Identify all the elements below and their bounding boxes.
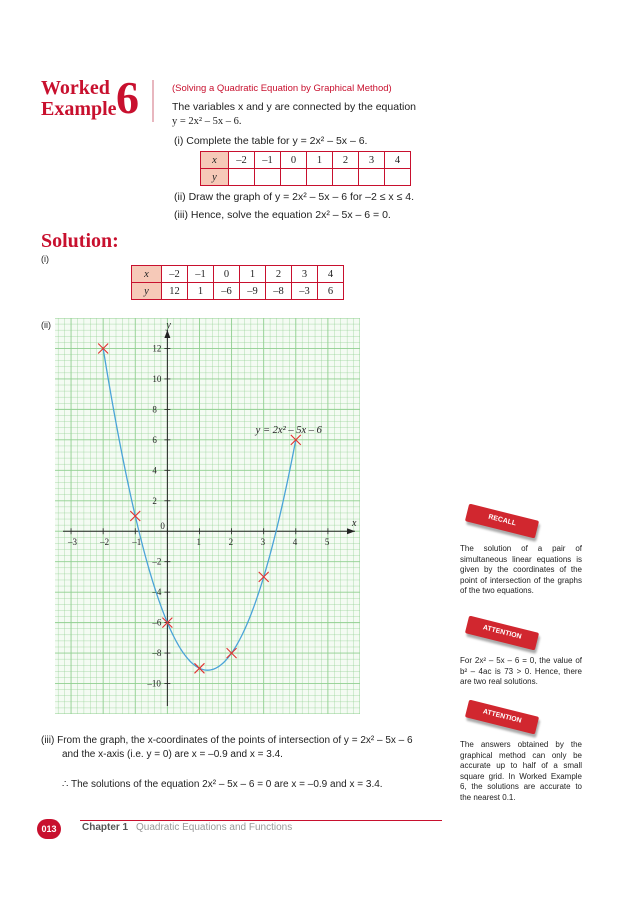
- solution-conclusion: ∴ The solutions of the equation 2x² – 5x – 6 = 0 are x = –0.9 and x = 3.4.: [62, 779, 383, 790]
- y-tick-label: 2: [152, 495, 157, 506]
- question-table-cell: –2: [229, 152, 255, 169]
- question-table-empty-cell: [385, 169, 411, 186]
- quadratic-graph: [55, 318, 360, 714]
- page-number-badge: 013: [37, 819, 61, 839]
- intro-line-2: y = 2x² – 5x – 6.: [172, 116, 242, 127]
- x-tick-label: –1: [132, 537, 142, 548]
- question-table-empty-cell: [281, 169, 307, 186]
- solution-table-cell: 0: [214, 266, 240, 283]
- attention-note-1: For 2x² – 5x – 6 = 0, the value of b² – 4ac is 73 > 0. Hence, there are two real solutions.: [460, 656, 582, 686]
- worked-example-title: [41, 78, 117, 120]
- y-tick-label: –6: [152, 617, 162, 628]
- x-tick-label: 4: [292, 537, 298, 548]
- grid-background: [55, 318, 360, 714]
- equation-label: y = 2x² – 5x – 6: [255, 424, 322, 436]
- question-table-cell: 4: [385, 152, 411, 169]
- solution-part-iii-line1: (iii) From the graph, the x-coordinates of the points of intersection of y = 2x² – 5x – 6: [41, 735, 413, 746]
- title-line-1: Worked: [41, 77, 110, 99]
- x-tick-label: 5: [324, 537, 330, 548]
- footer-rule: [80, 820, 442, 821]
- y-tick-label: –8: [152, 648, 162, 659]
- solution-table-cell: 2: [266, 266, 292, 283]
- solution-table-cell: –3: [292, 283, 318, 300]
- question-table-cell: –1: [255, 152, 281, 169]
- attention-banner-1: ATTENTION: [465, 616, 539, 651]
- question-table: [200, 151, 411, 186]
- solution-table-y-label: y: [132, 283, 162, 300]
- question-table-x-label: x: [201, 152, 229, 169]
- y-tick-label: 4: [152, 465, 157, 476]
- graph-grid: [55, 318, 360, 714]
- question-table-y-label: y: [201, 169, 229, 186]
- question-part-i: (i) Complete the table for y = 2x² – 5x – 6.: [174, 135, 368, 147]
- solution-table-cell: 4: [318, 266, 344, 283]
- solution-table-cell: 3: [292, 266, 318, 283]
- solution-table-x-label: x: [132, 266, 162, 283]
- solution-table-cell: 1: [240, 266, 266, 283]
- title-divider: [152, 80, 154, 122]
- solution-label-i: (i): [41, 254, 49, 264]
- solution-table-cell: 1: [188, 283, 214, 300]
- chapter-label: Chapter 1: [82, 822, 129, 833]
- x-tick-label: –3: [68, 537, 78, 548]
- y-tick-label: –4: [152, 587, 162, 598]
- solution-table-cell: 6: [318, 283, 344, 300]
- y-tick-label: 10: [152, 373, 162, 384]
- intro-line-1: The variables x and y are connected by the equation: [172, 101, 416, 113]
- attention-note-2: The answers obtained by the graphical method can only be accurate up to half of a small square grid. In Worked Example 6, the solutions are accurate to the nearest 0.1.: [460, 740, 582, 802]
- question-table-cell: 0: [281, 152, 307, 169]
- y-tick-label: 12: [152, 343, 162, 354]
- question-table-empty-cell: [229, 169, 255, 186]
- question-table-cell: 1: [307, 152, 333, 169]
- question-table-cell: 2: [333, 152, 359, 169]
- solution-heading: Solution:: [41, 230, 119, 252]
- solution-table-cell: 12: [162, 283, 188, 300]
- recall-banner: RECALL: [465, 504, 539, 539]
- solution-part-iii-line2: and the x-axis (i.e. y = 0) are x = –0.9 and x = 3.4.: [62, 749, 283, 760]
- question-table-empty-cell: [359, 169, 385, 186]
- solution-table-cell: –1: [188, 266, 214, 283]
- x-tick-label: –2: [100, 537, 110, 548]
- x-tick-label: 3: [260, 537, 266, 548]
- y-axis-label: y: [166, 320, 171, 331]
- question-part-iii: (iii) Hence, solve the equation 2x² – 5x – 6 = 0.: [174, 209, 391, 221]
- y-tick-label: 8: [152, 404, 157, 415]
- attention-banner-2: ATTENTION: [465, 700, 539, 735]
- question-table-empty-cell: [307, 169, 333, 186]
- solution-table-cell: –8: [266, 283, 292, 300]
- x-axis-label: x: [352, 518, 357, 530]
- solution-table-cell: –2: [162, 266, 188, 283]
- worked-example-number: 6: [116, 72, 139, 123]
- solution-label-ii: (ii): [41, 320, 51, 330]
- question-table-empty-cell: [333, 169, 359, 186]
- question-table-empty-cell: [255, 169, 281, 186]
- y-tick-label: 6: [152, 434, 157, 445]
- x-tick-label: 1: [196, 537, 201, 548]
- x-tick-label: 2: [228, 537, 234, 548]
- question-table-cell: 3: [359, 152, 385, 169]
- example-subtitle: (Solving a Quadratic Equation by Graphical Method): [172, 83, 392, 94]
- question-part-ii: (ii) Draw the graph of y = 2x² – 5x – 6 for –2 ≤ x ≤ 4.: [174, 191, 415, 203]
- y-tick-label: –2: [152, 556, 162, 567]
- solution-table: [131, 265, 344, 300]
- y-tick-label: –10: [147, 678, 161, 689]
- recall-note: The solution of a pair of simultaneous linear equations is given by the coordinates of the point of intersection of the graphs of the two equations.: [460, 544, 582, 595]
- x-tick-label: 0: [160, 521, 165, 532]
- title-line-2: Example: [41, 98, 117, 120]
- chapter-title: Quadratic Equations and Functions: [136, 822, 293, 833]
- solution-table-cell: –6: [214, 283, 240, 300]
- solution-table-cell: –9: [240, 283, 266, 300]
